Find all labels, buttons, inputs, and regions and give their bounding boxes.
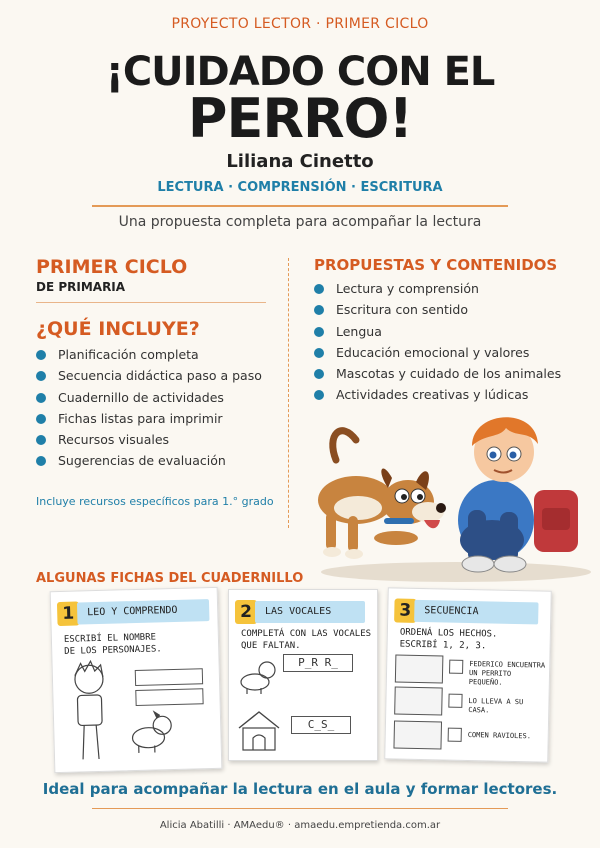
dog-sketch-icon [235,656,279,696]
card-number: 1 [57,601,80,626]
title-line-2: PERRO! [187,87,413,150]
dog-icon [318,431,446,559]
header-divider [92,205,508,207]
bullet-icon [36,435,46,445]
author: Liliana Cinetto [226,151,374,172]
closing-line: Ideal para acompañar la lectura en el aula y formar lectores. [42,780,558,798]
doghouse-icon [235,708,283,752]
list-item: Lengua [314,323,561,344]
list-item: Lectura y comprensión [314,280,561,301]
boy-and-dog-illustration [296,400,592,590]
ciclo-subtitle: DE PRIMARIA [36,280,126,294]
dog-sketch-icon [124,709,177,754]
footer: Alicia Abatilli · AMAedu® · amaedu.empretienda.com.ar [159,820,441,831]
bullet-icon [314,327,324,337]
card-instruction: ESCRIBÍ EL NOMBRE DE LOS PERSONAJES. [63,632,162,657]
sequence-picture [394,686,443,715]
sequence-step: FEDERICO ENCUENTRA UN PERRITO PEQUEÑO. [468,660,546,687]
order-box[interactable] [448,728,462,742]
card-header: LEO Y COMPRENDO [77,599,210,624]
title-line-1: ¡CUIDADO CON EL [105,49,495,95]
incluye-title: ¿QUÉ INCLUYE? [36,318,200,340]
bullet-icon [36,371,46,381]
card-number: 2 [235,600,257,624]
list-item: Fichas listas para imprimir [36,410,262,431]
answer-box[interactable] [135,668,203,686]
bullet-icon [314,390,324,400]
sequence-step: COMEN RAVIOLES. [467,731,532,741]
worksheet-card-2 [228,589,378,761]
tagline: Una propuesta completa para acompañar la lectura [118,214,482,230]
word-puzzle[interactable]: P_R R_ [283,654,353,672]
boy-sketch-icon [62,659,117,768]
order-box[interactable] [449,660,463,674]
card-number: 3 [394,598,416,622]
sequence-picture [395,654,444,683]
grade-note: Incluye recursos específicos para 1.° grado [36,495,274,508]
order-box[interactable] [448,694,462,708]
list-item: Mascotas y cuidado de los animales [314,365,561,386]
bullet-icon [36,393,46,403]
bullet-icon [314,348,324,358]
card-header: LAS VOCALES [255,601,365,623]
bullet-icon [314,305,324,315]
worksheet-card-3 [384,587,552,762]
bullet-icon [314,284,324,294]
incluye-list [36,346,262,474]
bullet-icon [314,369,324,379]
propuestas-list [314,280,561,408]
bullet-icon [36,456,46,466]
list-item: Planificación completa [36,346,262,367]
list-item: Sugerencias de evaluación [36,452,262,473]
sequence-picture [393,720,442,749]
list-item: Secuencia didáctica paso a paso [36,367,262,388]
worksheet-card-1 [50,587,223,773]
skills-line: LECTURA · COMPRENSIÓN · ESCRITURA [157,180,443,195]
card-header: SECUENCIA [414,600,538,625]
list-item: Escritura con sentido [314,301,561,322]
answer-box[interactable] [135,688,203,706]
list-item: Cuadernillo de actividades [36,389,262,410]
bullet-icon [36,414,46,424]
fichas-title: ALGUNAS FICHAS DEL CUADERNILLO [36,571,304,586]
list-item: Actividades creativas y lúdicas [314,386,561,407]
propuestas-title: PROPUESTAS Y CONTENIDOS [314,256,558,274]
ciclo-title: PRIMER CICLO [36,256,188,278]
list-item: Recursos visuales [36,431,262,452]
bullet-icon [36,350,46,360]
boy-icon [458,417,578,572]
left-divider [36,302,266,303]
footer-divider [92,808,508,809]
card-instruction: COMPLETÁ CON LAS VOCALES QUE FALTAN. [241,629,372,651]
word-puzzle[interactable]: C_S_ [291,716,351,734]
kicker: PROYECTO LECTOR · PRIMER CICLO [171,16,429,32]
column-divider [288,258,289,528]
list-item: Educación emocional y valores [314,344,561,365]
sequence-step: LO LLEVA A SU CASA. [468,697,524,715]
card-instruction: ORDENÁ LOS HECHOS. ESCRIBÍ 1, 2, 3. [399,627,498,652]
